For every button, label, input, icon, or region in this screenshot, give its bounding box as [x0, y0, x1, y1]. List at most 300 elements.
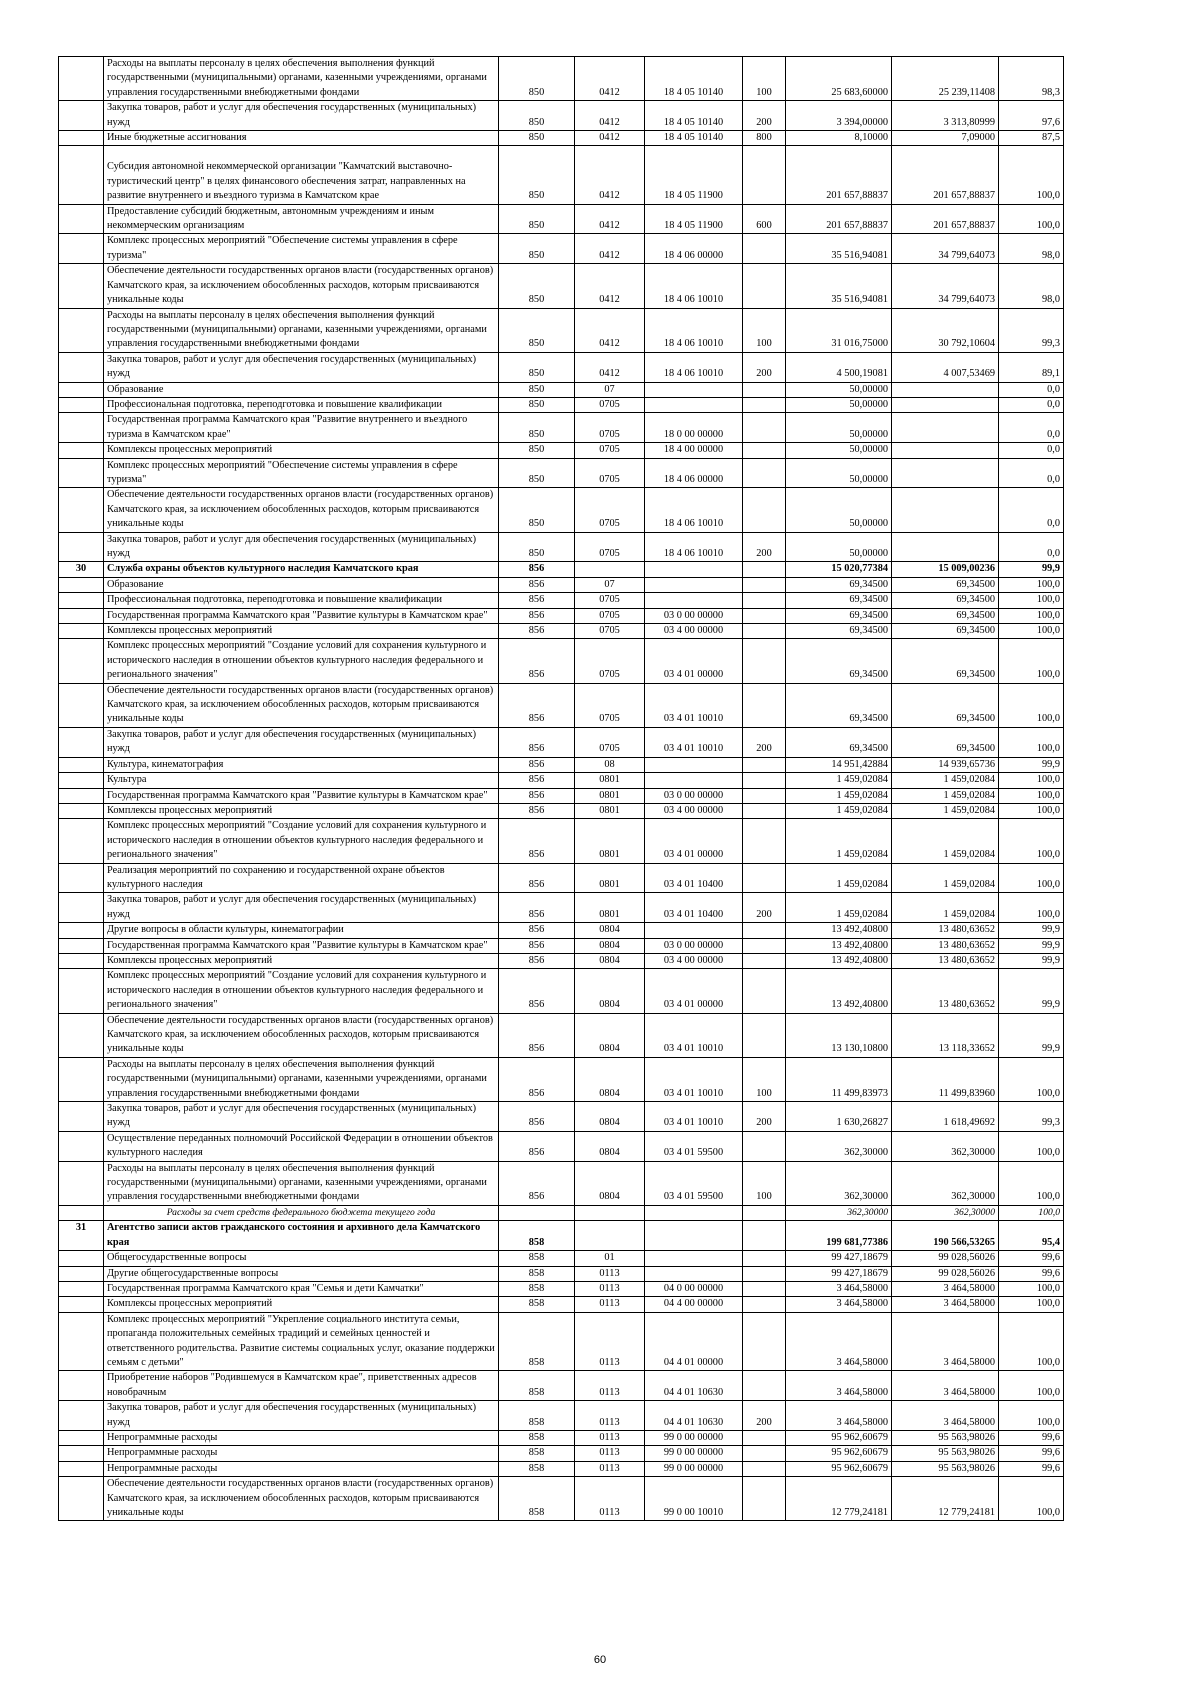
expense-name-cell: Другие общегосударственные вопросы: [104, 1266, 499, 1281]
table-row: [59, 1013, 1064, 1057]
row-number-cell: [59, 893, 104, 923]
target-article-cell: [645, 757, 743, 772]
section-code-cell: 0804: [575, 1161, 645, 1205]
section-code-cell: 0804: [575, 1057, 645, 1101]
row-number-cell: [59, 1131, 104, 1161]
admin-code-cell: 850: [499, 352, 575, 382]
row-number-cell: [59, 969, 104, 1013]
target-article-cell: 04 4 01 10630: [645, 1371, 743, 1401]
target-article-cell: 03 4 01 00000: [645, 969, 743, 1013]
planned-amount-cell: 3 464,58000: [786, 1281, 892, 1296]
execution-percent-cell: 100,0: [999, 639, 1064, 683]
row-number-cell: [59, 577, 104, 592]
expense-name-cell: Закупка товаров, работ и услуг для обеспечения государственных (муниципальных) нужд: [104, 532, 499, 562]
executed-amount-cell: [892, 458, 999, 488]
table-row: [59, 101, 1064, 131]
admin-code-cell: 856: [499, 1131, 575, 1161]
section-code-cell: 01: [575, 1251, 645, 1266]
target-article-cell: 18 4 05 10140: [645, 101, 743, 131]
planned-amount-cell: 95 962,60679: [786, 1446, 892, 1461]
expense-name-cell: Комплекс процессных мероприятий "Обеспечение системы управления в сфере туризма": [104, 458, 499, 488]
expense-name-cell: Реализация мероприятий по сохранению и государственной охране объектов культурного наследия: [104, 863, 499, 893]
expense-name-cell: Профессиональная подготовка, переподготовка и повышение квалификации: [104, 593, 499, 608]
section-code-cell: 0804: [575, 953, 645, 968]
executed-amount-cell: 362,30000: [892, 1161, 999, 1205]
expense-type-cell: [743, 443, 786, 458]
target-article-cell: 03 4 01 10010: [645, 1057, 743, 1101]
expense-type-cell: [743, 788, 786, 803]
expense-name-cell: Обеспечение деятельности государственных органов власти (государственных органов) Камчатского края, за исключением обособленных расходов, которым присваиваются уникальные коды: [104, 264, 499, 308]
expense-name-cell: Расходы на выплаты персоналу в целях обеспечения выполнения функций государственными (муниципальными) органами, казенными учреждениями, органами управления государственными внебюджетными фондами: [104, 57, 499, 101]
executed-amount-cell: 34 799,64073: [892, 234, 999, 264]
expense-name-cell: Комплекс процессных мероприятий "Создание условий для сохранения культурного и исторического наследия в отношении объектов культурного наследия федерального и регионального значения": [104, 819, 499, 863]
expense-name-cell: Иные бюджетные ассигнования: [104, 131, 499, 146]
admin-code-cell: 858: [499, 1401, 575, 1431]
expense-type-cell: [743, 562, 786, 577]
planned-amount-cell: 362,30000: [786, 1205, 892, 1220]
planned-amount-cell: 201 657,88837: [786, 146, 892, 204]
expense-name-cell: Осуществление переданных полномочий Российской Федерации в отношении объектов культурного наследия: [104, 1131, 499, 1161]
executed-amount-cell: 30 792,10604: [892, 308, 999, 352]
admin-code-cell: 856: [499, 562, 575, 577]
table-row: [59, 727, 1064, 757]
expense-name-cell: Образование: [104, 382, 499, 397]
table-row: [59, 577, 1064, 592]
execution-percent-cell: 99,6: [999, 1461, 1064, 1476]
execution-percent-cell: 100,0: [999, 1131, 1064, 1161]
expense-type-cell: [743, 458, 786, 488]
executed-amount-cell: 34 799,64073: [892, 264, 999, 308]
expense-name-cell: Обеспечение деятельности государственных органов власти (государственных органов) Камчатского края, за исключением обособленных расходов, которым присваиваются уникальные коды: [104, 1013, 499, 1057]
target-article-cell: [645, 562, 743, 577]
target-article-cell: 18 4 06 10010: [645, 352, 743, 382]
executed-amount-cell: 3 464,58000: [892, 1297, 999, 1312]
expense-type-cell: 200: [743, 1401, 786, 1431]
section-code-cell: 07: [575, 382, 645, 397]
row-number-cell: 30: [59, 562, 104, 577]
expense-name-cell: Расходы на выплаты персоналу в целях обеспечения выполнения функций государственными (муниципальными) органами, казенными учреждениями, органами управления государственными внебюджетными фондами: [104, 1161, 499, 1205]
table-row: [59, 608, 1064, 623]
target-article-cell: 03 4 01 10010: [645, 1013, 743, 1057]
executed-amount-cell: 69,34500: [892, 608, 999, 623]
execution-percent-cell: 99,6: [999, 1266, 1064, 1281]
execution-percent-cell: 99,9: [999, 938, 1064, 953]
section-code-cell: 0113: [575, 1266, 645, 1281]
table-row: [59, 953, 1064, 968]
target-article-cell: 03 4 00 00000: [645, 953, 743, 968]
expense-type-cell: 100: [743, 1161, 786, 1205]
execution-percent-cell: 100,0: [999, 1161, 1064, 1205]
target-article-cell: 18 0 00 00000: [645, 413, 743, 443]
planned-amount-cell: 1 459,02084: [786, 819, 892, 863]
planned-amount-cell: 31 016,75000: [786, 308, 892, 352]
table-row: [59, 1477, 1064, 1521]
expense-type-cell: [743, 1477, 786, 1521]
executed-amount-cell: [892, 397, 999, 412]
target-article-cell: 99 0 00 00000: [645, 1446, 743, 1461]
executed-amount-cell: 15 009,00236: [892, 562, 999, 577]
planned-amount-cell: 1 459,02084: [786, 788, 892, 803]
expense-name-cell: Комплекс процессных мероприятий "Создание условий для сохранения культурного и исторического наследия в отношении объектов культурного наследия федерального и регионального значения": [104, 639, 499, 683]
planned-amount-cell: 1 459,02084: [786, 863, 892, 893]
execution-percent-cell: 99,6: [999, 1446, 1064, 1461]
section-code-cell: 0705: [575, 397, 645, 412]
executed-amount-cell: 69,34500: [892, 639, 999, 683]
executed-amount-cell: 69,34500: [892, 624, 999, 639]
expense-name-cell: Непрограммные расходы: [104, 1446, 499, 1461]
admin-code-cell: 850: [499, 57, 575, 101]
admin-code-cell: 850: [499, 264, 575, 308]
table-row: [59, 1102, 1064, 1132]
planned-amount-cell: 69,34500: [786, 683, 892, 727]
table-row: [59, 397, 1064, 412]
section-code-cell: 0113: [575, 1461, 645, 1476]
planned-amount-cell: 95 962,60679: [786, 1461, 892, 1476]
table-row: [59, 532, 1064, 562]
section-code-cell: 0804: [575, 1131, 645, 1161]
target-article-cell: 03 0 00 00000: [645, 608, 743, 623]
expense-type-cell: [743, 577, 786, 592]
executed-amount-cell: 95 563,98026: [892, 1461, 999, 1476]
expense-name-cell: Закупка товаров, работ и услуг для обеспечения государственных (муниципальных) нужд: [104, 101, 499, 131]
section-code-cell: 0412: [575, 131, 645, 146]
target-article-cell: 03 4 01 00000: [645, 819, 743, 863]
execution-percent-cell: 100,0: [999, 204, 1064, 234]
expense-type-cell: [743, 624, 786, 639]
target-article-cell: 18 4 05 10140: [645, 131, 743, 146]
admin-code-cell: 856: [499, 893, 575, 923]
execution-percent-cell: 100,0: [999, 1477, 1064, 1521]
planned-amount-cell: 13 492,40800: [786, 938, 892, 953]
expense-type-cell: [743, 1371, 786, 1401]
executed-amount-cell: 69,34500: [892, 577, 999, 592]
section-code-cell: 0113: [575, 1281, 645, 1296]
expense-type-cell: [743, 608, 786, 623]
admin-code-cell: 856: [499, 757, 575, 772]
row-number-cell: [59, 101, 104, 131]
target-article-cell: [645, 1205, 743, 1220]
admin-code-cell: 856: [499, 577, 575, 592]
row-number-cell: [59, 382, 104, 397]
admin-code-cell: 856: [499, 624, 575, 639]
admin-code-cell: 858: [499, 1251, 575, 1266]
expense-name-cell: Служба охраны объектов культурного наследия Камчатского края: [104, 562, 499, 577]
executed-amount-cell: 3 464,58000: [892, 1312, 999, 1371]
expense-type-cell: 200: [743, 893, 786, 923]
table-row: [59, 683, 1064, 727]
admin-code-cell: 856: [499, 803, 575, 818]
section-code-cell: 0412: [575, 308, 645, 352]
expense-type-cell: [743, 1205, 786, 1220]
section-code-cell: 0801: [575, 773, 645, 788]
table-row: [59, 788, 1064, 803]
expense-name-cell: Комплексы процессных мероприятий: [104, 803, 499, 818]
table-row: [59, 1461, 1064, 1476]
row-number-cell: [59, 639, 104, 683]
target-article-cell: 18 4 05 11900: [645, 204, 743, 234]
target-article-cell: 03 4 01 10400: [645, 893, 743, 923]
admin-code-cell: 856: [499, 1057, 575, 1101]
row-number-cell: [59, 757, 104, 772]
table-row: [59, 863, 1064, 893]
target-article-cell: [645, 577, 743, 592]
executed-amount-cell: 12 779,24181: [892, 1477, 999, 1521]
row-number-cell: [59, 413, 104, 443]
table-row: [59, 938, 1064, 953]
table-row: [59, 234, 1064, 264]
planned-amount-cell: 69,34500: [786, 624, 892, 639]
execution-percent-cell: 100,0: [999, 803, 1064, 818]
section-code-cell: 0705: [575, 488, 645, 532]
section-code-cell: 0412: [575, 101, 645, 131]
target-article-cell: 18 4 06 10010: [645, 264, 743, 308]
row-number-cell: [59, 1446, 104, 1461]
admin-code-cell: 850: [499, 488, 575, 532]
execution-percent-cell: 89,1: [999, 352, 1064, 382]
execution-percent-cell: 100,0: [999, 819, 1064, 863]
section-code-cell: 0412: [575, 234, 645, 264]
expense-type-cell: [743, 1312, 786, 1371]
row-number-cell: [59, 146, 104, 204]
execution-percent-cell: 100,0: [999, 1401, 1064, 1431]
section-code-cell: 0705: [575, 608, 645, 623]
planned-amount-cell: 3 464,58000: [786, 1312, 892, 1371]
section-code-cell: 0801: [575, 863, 645, 893]
row-number-cell: [59, 803, 104, 818]
planned-amount-cell: 13 492,40800: [786, 953, 892, 968]
planned-amount-cell: 3 464,58000: [786, 1297, 892, 1312]
planned-amount-cell: 50,00000: [786, 413, 892, 443]
row-number-cell: [59, 1281, 104, 1296]
target-article-cell: 03 4 01 10400: [645, 863, 743, 893]
planned-amount-cell: 1 459,02084: [786, 773, 892, 788]
table-body: [59, 57, 1064, 1521]
admin-code-cell: 856: [499, 788, 575, 803]
table-row: [59, 57, 1064, 101]
executed-amount-cell: 3 313,80999: [892, 101, 999, 131]
expense-type-cell: 800: [743, 131, 786, 146]
expense-name-cell: Культура: [104, 773, 499, 788]
admin-code-cell: 858: [499, 1477, 575, 1521]
admin-code-cell: 856: [499, 593, 575, 608]
expense-type-cell: [743, 923, 786, 938]
expense-type-cell: 200: [743, 727, 786, 757]
expense-type-cell: [743, 1221, 786, 1251]
page-number: 60: [593, 1654, 607, 1666]
planned-amount-cell: 3 464,58000: [786, 1401, 892, 1431]
target-article-cell: 18 4 05 11900: [645, 146, 743, 204]
admin-code-cell: [499, 1205, 575, 1220]
section-code-cell: 0113: [575, 1477, 645, 1521]
executed-amount-cell: 13 480,63652: [892, 969, 999, 1013]
execution-percent-cell: 0,0: [999, 488, 1064, 532]
target-article-cell: [645, 1251, 743, 1266]
expense-name-cell: Агентство записи актов гражданского состояния и архивного дела Камчатского края: [104, 1221, 499, 1251]
section-code-cell: 0705: [575, 639, 645, 683]
execution-percent-cell: 99,9: [999, 969, 1064, 1013]
target-article-cell: [645, 397, 743, 412]
planned-amount-cell: 11 499,83973: [786, 1057, 892, 1101]
expense-name-cell: Обеспечение деятельности государственных органов власти (государственных органов) Камчатского края, за исключением обособленных расходов, которым присваиваются уникальные коды: [104, 488, 499, 532]
planned-amount-cell: 8,10000: [786, 131, 892, 146]
expense-name-cell: Обеспечение деятельности государственных органов власти (государственных органов) Камчатского края, за исключением обособленных расходов, которым присваиваются уникальные коды: [104, 683, 499, 727]
target-article-cell: 18 4 06 10010: [645, 308, 743, 352]
table-row: [59, 773, 1064, 788]
section-code-cell: 0705: [575, 443, 645, 458]
expense-name-cell: Закупка товаров, работ и услуг для обеспечения государственных (муниципальных) нужд: [104, 727, 499, 757]
table-row: [59, 923, 1064, 938]
expense-type-cell: [743, 382, 786, 397]
row-number-cell: [59, 953, 104, 968]
planned-amount-cell: 95 962,60679: [786, 1430, 892, 1445]
table-row: [59, 146, 1064, 204]
expense-name-cell: Профессиональная подготовка, переподготовка и повышение квалификации: [104, 397, 499, 412]
target-article-cell: 18 4 05 10140: [645, 57, 743, 101]
target-article-cell: 18 4 00 00000: [645, 443, 743, 458]
table-row: [59, 1251, 1064, 1266]
row-number-cell: [59, 1477, 104, 1521]
admin-code-cell: 858: [499, 1221, 575, 1251]
target-article-cell: 99 0 00 00000: [645, 1461, 743, 1476]
row-number-cell: 31: [59, 1221, 104, 1251]
expense-type-cell: 100: [743, 1057, 786, 1101]
target-article-cell: 03 4 01 59500: [645, 1131, 743, 1161]
admin-code-cell: 858: [499, 1266, 575, 1281]
section-code-cell: 0412: [575, 57, 645, 101]
executed-amount-cell: 14 939,65736: [892, 757, 999, 772]
execution-percent-cell: 95,4: [999, 1221, 1064, 1251]
execution-percent-cell: 99,9: [999, 562, 1064, 577]
section-code-cell: 0113: [575, 1430, 645, 1445]
expense-name-cell: Государственная программа Камчатского края "Семья и дети Камчатки": [104, 1281, 499, 1296]
executed-amount-cell: 99 028,56026: [892, 1251, 999, 1266]
execution-percent-cell: 100,0: [999, 1057, 1064, 1101]
table-row: [59, 1430, 1064, 1445]
row-number-cell: [59, 938, 104, 953]
admin-code-cell: 850: [499, 131, 575, 146]
row-number-cell: [59, 788, 104, 803]
row-number-cell: [59, 1102, 104, 1132]
planned-amount-cell: 201 657,88837: [786, 204, 892, 234]
admin-code-cell: 856: [499, 863, 575, 893]
row-number-cell: [59, 773, 104, 788]
section-code-cell: 0804: [575, 969, 645, 1013]
expense-name-cell: Комплексы процессных мероприятий: [104, 953, 499, 968]
execution-percent-cell: 100,0: [999, 1312, 1064, 1371]
planned-amount-cell: 35 516,94081: [786, 264, 892, 308]
row-number-cell: [59, 1461, 104, 1476]
executed-amount-cell: 69,34500: [892, 593, 999, 608]
expense-type-cell: 200: [743, 352, 786, 382]
planned-amount-cell: 1 459,02084: [786, 803, 892, 818]
row-number-cell: [59, 443, 104, 458]
execution-percent-cell: 100,0: [999, 1205, 1064, 1220]
admin-code-cell: 850: [499, 308, 575, 352]
table-row: [59, 458, 1064, 488]
admin-code-cell: 856: [499, 938, 575, 953]
target-article-cell: 03 4 01 10010: [645, 683, 743, 727]
planned-amount-cell: 199 681,77386: [786, 1221, 892, 1251]
expense-type-cell: [743, 639, 786, 683]
executed-amount-cell: 201 657,88837: [892, 204, 999, 234]
expense-name-cell: Государственная программа Камчатского края "Развитие культуры в Камчатском крае": [104, 938, 499, 953]
execution-percent-cell: 99,6: [999, 1430, 1064, 1445]
expense-type-cell: [743, 757, 786, 772]
planned-amount-cell: 25 683,60000: [786, 57, 892, 101]
execution-percent-cell: 0,0: [999, 382, 1064, 397]
table-row: [59, 1057, 1064, 1101]
expense-name-cell: Другие вопросы в области культуры, кинематографии: [104, 923, 499, 938]
executed-amount-cell: 1 459,02084: [892, 819, 999, 863]
admin-code-cell: 850: [499, 443, 575, 458]
table-row: [59, 352, 1064, 382]
executed-amount-cell: 3 464,58000: [892, 1401, 999, 1431]
expense-name-cell: Предоставление субсидий бюджетным, автономным учреждениям и иным некоммерческим организациям: [104, 204, 499, 234]
section-code-cell: 0113: [575, 1371, 645, 1401]
section-code-cell: 0113: [575, 1401, 645, 1431]
expense-name-cell: Государственная программа Камчатского края "Развитие внутреннего и въездного туризма в Камчатском крае": [104, 413, 499, 443]
table-row: [59, 1161, 1064, 1205]
execution-percent-cell: 0,0: [999, 532, 1064, 562]
expense-type-cell: [743, 1446, 786, 1461]
expense-name-cell: Закупка товаров, работ и услуг для обеспечения государственных (муниципальных) нужд: [104, 893, 499, 923]
table-row: [59, 204, 1064, 234]
admin-code-cell: 850: [499, 397, 575, 412]
expense-name-cell: Приобретение наборов "Родившемуся в Камчатском крае", приветственных адресов новобрачным: [104, 1371, 499, 1401]
section-code-cell: 08: [575, 757, 645, 772]
execution-percent-cell: 100,0: [999, 608, 1064, 623]
execution-percent-cell: 100,0: [999, 1297, 1064, 1312]
section-code-cell: [575, 1221, 645, 1251]
table-row: [59, 1221, 1064, 1251]
target-article-cell: [645, 593, 743, 608]
table-row: [59, 593, 1064, 608]
expense-name-cell: Культура, кинематография: [104, 757, 499, 772]
target-article-cell: 99 0 00 10010: [645, 1477, 743, 1521]
executed-amount-cell: 4 007,53469: [892, 352, 999, 382]
admin-code-cell: 850: [499, 101, 575, 131]
row-number-cell: [59, 1161, 104, 1205]
expense-type-cell: [743, 397, 786, 412]
target-article-cell: 04 0 00 00000: [645, 1281, 743, 1296]
executed-amount-cell: [892, 443, 999, 458]
table-row: [59, 1131, 1064, 1161]
admin-code-cell: 850: [499, 532, 575, 562]
target-article-cell: 18 4 06 10010: [645, 532, 743, 562]
section-code-cell: [575, 1205, 645, 1220]
target-article-cell: 03 4 00 00000: [645, 624, 743, 639]
row-number-cell: [59, 1205, 104, 1220]
executed-amount-cell: 1 618,49692: [892, 1102, 999, 1132]
planned-amount-cell: 3 464,58000: [786, 1371, 892, 1401]
admin-code-cell: 856: [499, 773, 575, 788]
expense-name-cell: Обеспечение деятельности государственных органов власти (государственных органов) Камчатского края, за исключением обособленных расходов, которым присваиваются уникальные коды: [104, 1477, 499, 1521]
admin-code-cell: 858: [499, 1297, 575, 1312]
planned-amount-cell: 1 459,02084: [786, 893, 892, 923]
executed-amount-cell: 1 459,02084: [892, 803, 999, 818]
target-article-cell: [645, 382, 743, 397]
admin-code-cell: 856: [499, 1102, 575, 1132]
execution-percent-cell: 98,0: [999, 264, 1064, 308]
executed-amount-cell: 7,09000: [892, 131, 999, 146]
planned-amount-cell: 13 492,40800: [786, 923, 892, 938]
section-code-cell: 0412: [575, 352, 645, 382]
expense-name-cell: Комплекс процессных мероприятий "Создание условий для сохранения культурного и исторического наследия в отношении объектов культурного наследия федерального и регионального значения": [104, 969, 499, 1013]
planned-amount-cell: 69,34500: [786, 608, 892, 623]
expense-type-cell: [743, 683, 786, 727]
execution-percent-cell: 99,3: [999, 1102, 1064, 1132]
budget-table: [58, 56, 1064, 1521]
